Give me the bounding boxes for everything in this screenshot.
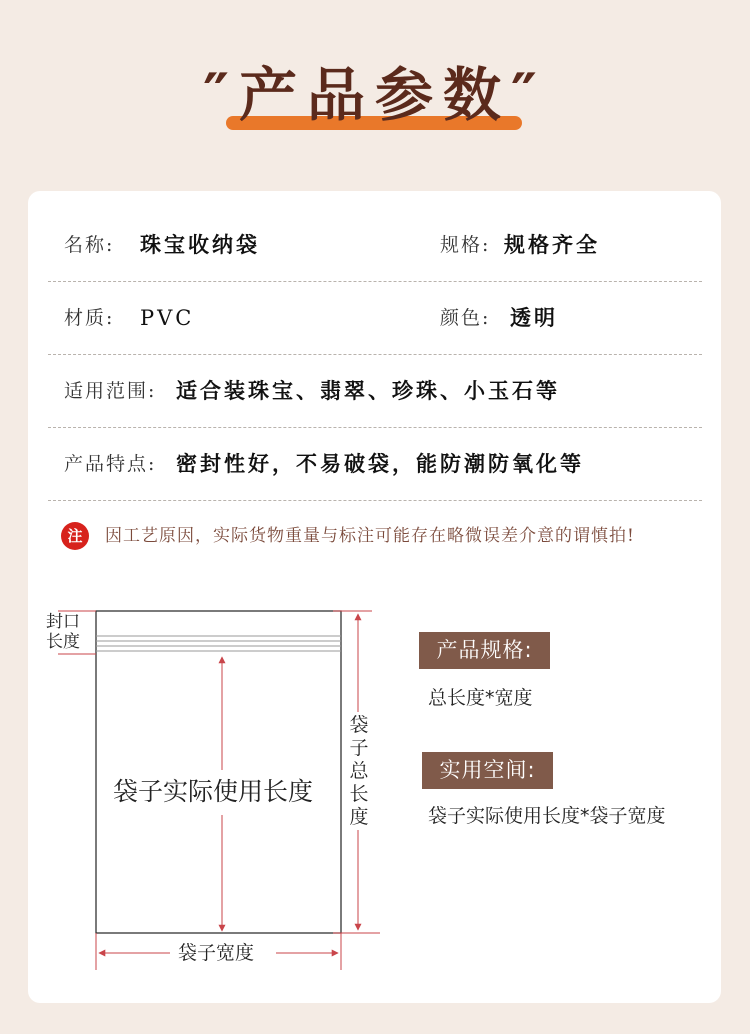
spec-badge: 产品规格: [419, 632, 550, 669]
param-label: 适用范围: [64, 380, 157, 402]
param-label: 颜色: [440, 307, 491, 329]
param-value: 规格齐全 [504, 232, 600, 257]
param-label: 名称: [64, 234, 115, 256]
param-value: 透明 [510, 305, 558, 330]
total-length-label: 袋子总长度 [349, 714, 369, 828]
param-label: 产品特点: [64, 453, 157, 475]
usable-length-label: 袋子实际使用长度 [113, 777, 314, 806]
space-text: 袋子实际使用长度*袋子宽度 [428, 805, 666, 827]
bag-width-label: 袋子宽度 [178, 942, 255, 964]
param-value: 密封性好，不易破袋，能防潮防氧化等 [176, 451, 584, 476]
param-label: 规格: [440, 234, 491, 256]
spec-text: 总长度*宽度 [428, 687, 533, 709]
param-value: 适合装珠宝、翡翠、珍珠、小玉石等 [176, 378, 560, 403]
page-header [0, 58, 750, 138]
note-icon: 注 [61, 522, 89, 550]
param-row-usage [48, 355, 702, 428]
note-text: 因工艺原因，实际货物重量与标注可能存在略微误差介意的谓慎拍! [105, 526, 635, 546]
param-row-features [48, 428, 702, 501]
param-row-name [48, 209, 702, 282]
param-label: 材质: [64, 307, 115, 329]
params-card [28, 191, 721, 1003]
param-value: 珠宝收纳袋 [140, 232, 260, 257]
param-value: PVC [140, 306, 195, 330]
page-title: ″产品参数″ [203, 61, 547, 129]
param-row-material [48, 282, 702, 355]
seal-length-label: 封口长度 [46, 612, 80, 652]
space-badge: 实用空间: [422, 752, 553, 789]
